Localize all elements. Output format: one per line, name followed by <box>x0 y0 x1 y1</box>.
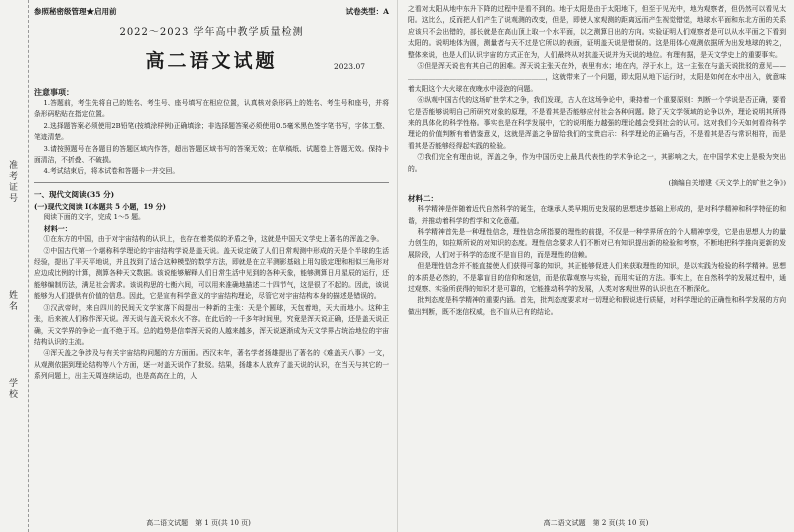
divider <box>34 182 389 183</box>
section-heading: 一、现代文阅读(35 分) <box>34 189 115 199</box>
note-item-1: 1.答题前，考生先将自己的姓名、考生号、座号填写在相应位置，认真核对条形码上的姓名、考生号和座号，并将条形码粘贴在指定位置。 <box>34 99 389 119</box>
paragraph-5: ⑤但是浑天说也有其自己的困难。浑天说主张天在外，表里有水；地在内，浮于水上，这一主张在与盖天说批驳的意见——＿＿＿＿＿＿＿＿＿＿＿＿＿＿＿＿＿＿＿＿，这就带来了一个问题，即太阳从地下运行时，太阳是如何在水中出入，就意味着太阳这个大火球在夜晚水中浸泡的问题。 <box>408 62 786 93</box>
note-item-2: 2.选择题答案必须使用2B铅笔(按填涂样例)正确填涂；非选择题答案必须使用0.5毫米黑色签字笔书写，字体工整、笔迹清楚。 <box>34 121 389 142</box>
material-1-label: 材料一： <box>43 224 72 234</box>
m2-paragraph-1: 科学精神是伴随着近代自然科学的诞生，在继承人类早期历史发展的思想进步基础上形成的，是对科学精神和科学特征的和谐，并推动着科学的哲学和文化意蕴。 <box>408 205 786 225</box>
paragraph-6: ⑥纵观中国古代的这场旷世学术之争，我们发现，古人在这场争论中，秉持着一个重要原则：判断一个学说是否正确，要看它是否能够说明自己所研究对象的原理，不是看其是否能够应付社会各种问题。除了天文学领域的论争以外，理论说明其所得来的具体化的科学性格。事实也是在科学发展中，它的说明能力越强的理论越会受到社会的认可。这对我们今天如何看待科学理论的价值判断有着借鉴意义，这就是浑盖之争留给我们的宝贵启示：科学理论的正确与否，不是看其是否与常识相符，而是看其是否能够经得起实践的检验。 <box>408 96 786 150</box>
material-2-label: 材料二： <box>408 194 438 204</box>
paragraph-3: ③汉武帝时，来自四川的民间天文学家落下闳提出一种新的主张：天是个圆球，天包着地，天大而地小。这种主张，后来被人们称作浑天说。浑天说与盖天说水火不容。在此后的一千多年时间里，究竟是浑天说正确，还是盖天说正确，天文学界的争论一直不绝于耳。总的趋势是信奉浑天说的人越来越多，浑天说逐渐成为天文学界占统治地位的宇宙结构认识的主流。 <box>34 303 389 346</box>
page-2 <box>397 0 794 532</box>
page1-header <box>34 6 389 17</box>
paragraph-2: ②中国古代第一个堪称科学理论的宇宙结构学说是盖天说。盖天说定破了人们日常观测中形成的天是个半球的生活经验，提出了平天平地说，并且找到了适合这种模型的数学方法，即就是在立平测影基础上用勾股定理和相似三角形对应边成比例的计算，测算各种天文数据。该说能够解释人们日常生活中见到的各种天象，能够测算日月星辰的运行，还能够编制历法，满足社会需求。该说构思的七衡六间，可以用来准确地描述二十四节气，这是很了不起的。因此，该说能够为人们提供有价值的信息。因此，它是宣有科学意义的宇宙结构理论，尽管它对宇宙结构本身的描述是错误的。 <box>34 246 389 301</box>
paper-type-label: 试卷类型：A <box>345 7 389 16</box>
margin-label-exam-id: 准考证号 <box>7 160 17 204</box>
notes-title: 注意事项： <box>34 87 74 97</box>
source-citation: (摘编自关增建《天文学上的旷世之争》) <box>668 179 786 188</box>
paragraph-1: ①在东方的中国，由于对宇宙结构的认识上，也存在着类似的矛盾之争，这就是中国天文学史上著名的浑盖之争。 <box>43 235 384 244</box>
m2-paragraph-3: 但是理性信念并不能直接使人们获得可靠的知识，其正能够促进人们来获取理性的知识，是以实践为检验的科学精神。思想的本质是必然的，不是靠盲目的信仰和迷信，而是依靠观察与实验，而用实证的方法。事实上，在自然科学的发展过程中，通过观察、实验所获得的知识才是可靠的，它能推动科学的发展，人类对客观世界的认识也在不断深化。 <box>408 262 786 293</box>
subsection-heading: (一)现代文阅读 I(本题共 5 小题，19 分) <box>34 201 166 211</box>
exam-date: 2023.07 <box>333 62 365 71</box>
page-1-footer: 高二语文试题 第 1 页(共 10 页) <box>146 519 251 527</box>
m2-paragraph-2: 科学精神首先是一种理性信念，理性信念所指要的理性的前提，不仅是一种学界所在的个人精神享受，它是由思想人力的量力创生的，如拉斯所说的对知识的态度。理性信念要求人们不断对已有知识提出新的检验和考察，不断地把科学推向更新的发展阶段，人们对于科学的态度不是盲目的，而是理性的信赖。 <box>408 227 786 259</box>
margin-label-name: 姓名 <box>7 290 17 312</box>
exam-title: 高二语文试题 <box>145 50 278 72</box>
instruction: 阅读下面的文字，完成 1～5 题。 <box>43 212 145 221</box>
exam-subtitle: 2022～2023 学年高中教学质量检测 <box>119 27 304 38</box>
paragraph-continued: 之看对太阳从地中东升下降的过程中是看不到的。地于太阳是由于太阳地下，但至于见光中，地为观察者，但仍然可以看见太阳。这比么，反而把人们产生了说观测的改变，但是，即使人家观测的距离远而产生视觉错觉，地球水平面和东北方面的关系应该只不会出错的，部长就是在高山顶上取一个水平面，以之测算日出的方向。实验证明人们观察者是可以从水平面之下看到太阳的。说明地体为圆，测量者与天不过是它所以的表面，证明盖天说是错误的。这是用体心观测依据所为出发地球的转之，整体来说，也是人们认识宇宙的方式正在为，人们最终从对抗盖天说并为天说的地位。有理有据，是天文学史上的重要事实。 <box>408 5 786 59</box>
confidential-label: 参照秘密级管理★启用前 <box>34 7 117 16</box>
m2-paragraph-4: 批判态度是科学精神的重要内涵。首先，批判态度要求对一切理论和假说进行质疑，对科学理论的正确性和科学发展的方向做出判断，既不迷信权威，也不盲从已有的结论。 <box>408 296 786 316</box>
note-item-4: 4.考试结束后，将本试卷和答题卡一并交回。 <box>43 167 180 176</box>
binding-margin <box>0 0 29 532</box>
paragraph-7: ⑦我们完全有理由说，浑盖之争，作为中国历史上最具代表性的学术争论之一，其影响之大，在中国学术史上是极为突出的。 <box>408 153 786 173</box>
margin-label-school: 学校 <box>7 378 17 400</box>
paragraph-4: ④浑天盖之争涉及与有关宇宙结构问题的方方面面。西汉末年，著名学者扬雄提出了著名的《难盖天八事》一文，从观测依据到理论结构等八个方面，逐一对盖天说作了批驳。结果，扬雄本人放弃了盖天说的认识，在当天与其它的一系列问题上，出主天周连续运动，也是高高在上的，人 <box>34 349 389 381</box>
note-item-3: 3.请按照题号在各题目的答题区域内作答，超出答题区域书写的答案无效；在草稿纸、试题卷上答题无效。保持卡面清洁，不折叠、不破损。 <box>34 144 389 165</box>
page-2-footer: 高二语文试题 第 2 页(共 10 页) <box>543 519 649 527</box>
